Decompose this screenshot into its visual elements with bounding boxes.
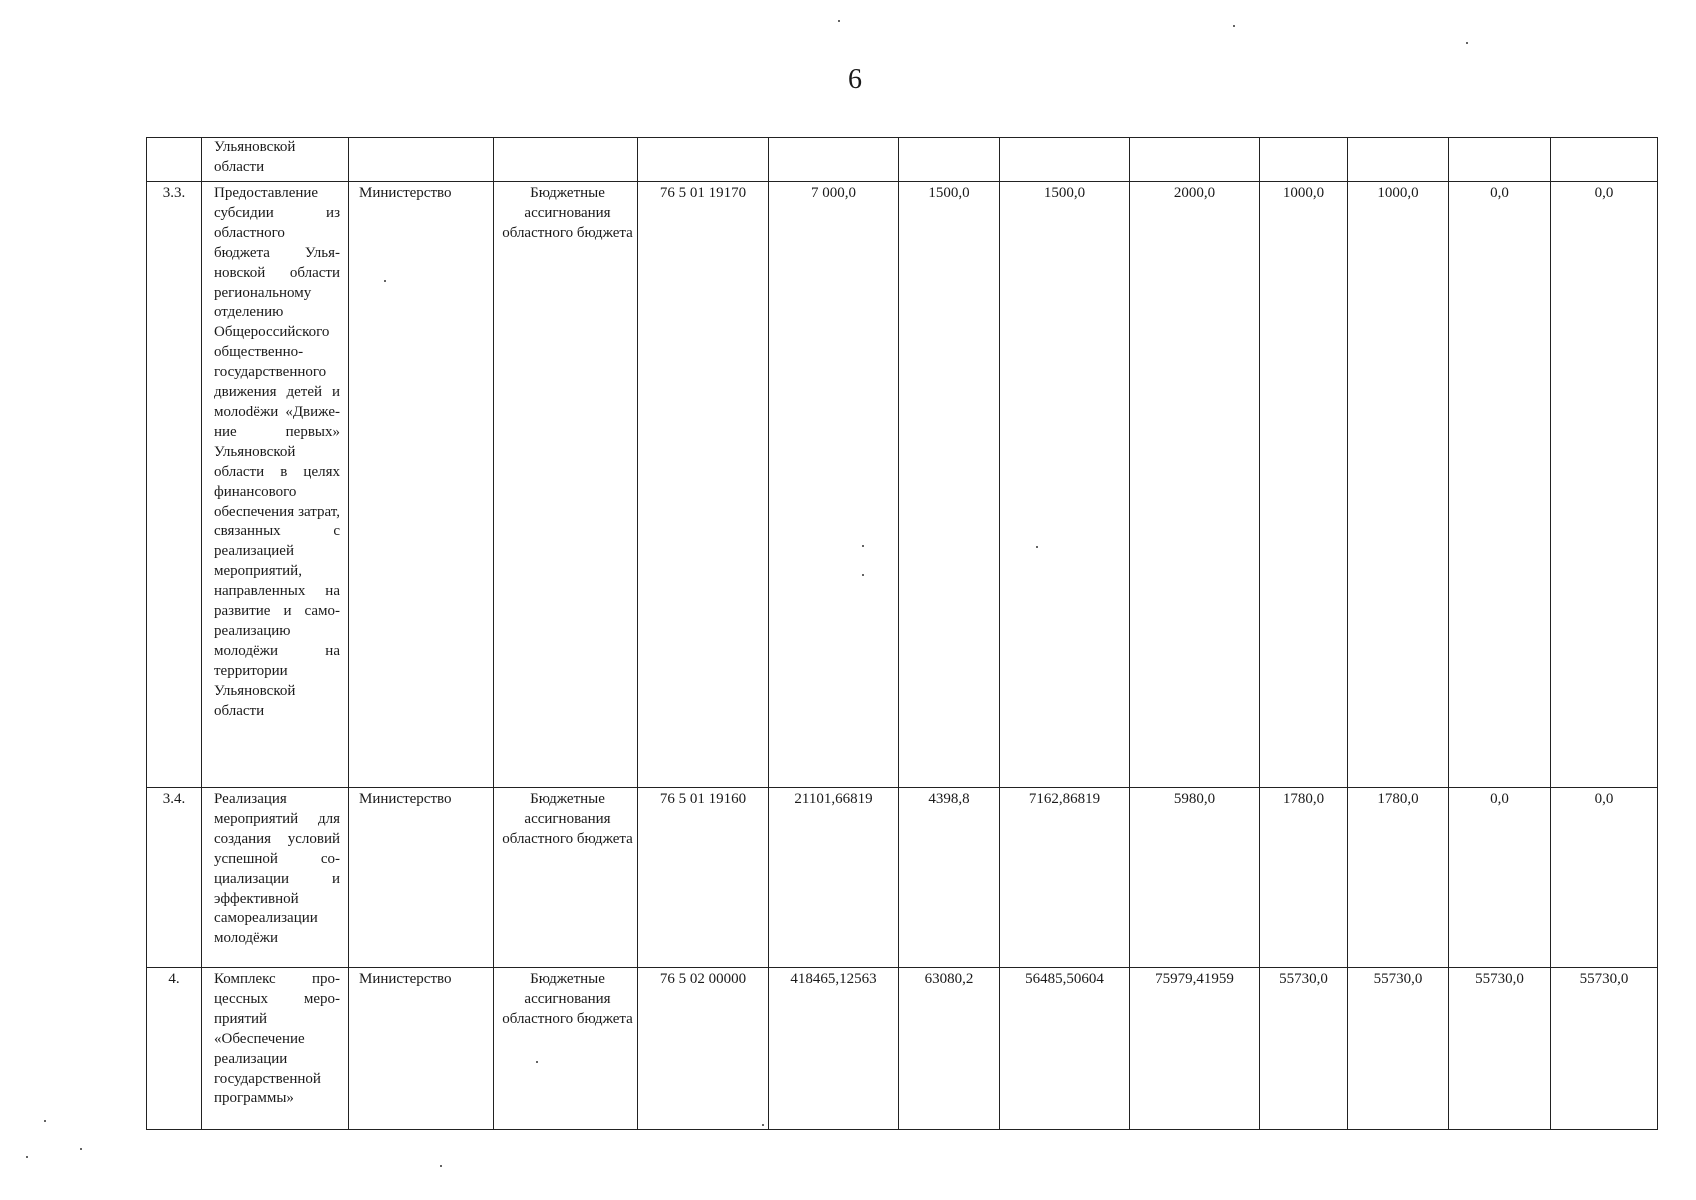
value-year-1: 4398,8 xyxy=(899,788,1000,968)
value-year-3: 5980,0 xyxy=(1130,788,1260,968)
value-year-6 xyxy=(1449,138,1551,182)
scan-speck xyxy=(80,1148,82,1150)
scan-speck xyxy=(384,280,386,282)
row-number: 3.3. xyxy=(147,182,202,788)
value-total: 7 000,0 xyxy=(769,182,899,788)
budget-table xyxy=(146,137,1658,1130)
funding-source: Бюджетные ассигнования областного бюджета xyxy=(494,182,638,788)
measure-name: Комплекс процессных мероприятий «Обеспечение реализации государственной программы» xyxy=(202,968,349,1130)
table-row xyxy=(147,182,1658,788)
value-year-5 xyxy=(1348,138,1449,182)
budget-code: 76 5 02 00000 xyxy=(638,968,769,1130)
table-row xyxy=(147,968,1658,1130)
value-year-6: 0,0 xyxy=(1449,182,1551,788)
scan-speck xyxy=(536,1061,538,1063)
scan-speck xyxy=(862,574,864,576)
value-year-7: 0,0 xyxy=(1551,788,1658,968)
value-year-7 xyxy=(1551,138,1658,182)
value-total: 21101,66819 xyxy=(769,788,899,968)
scan-speck xyxy=(1036,546,1038,548)
table-row xyxy=(147,138,1658,182)
value-year-3 xyxy=(1130,138,1260,182)
value-year-2: 1500,0 xyxy=(1000,182,1130,788)
value-year-2 xyxy=(1000,138,1130,182)
funding-source: Бюджетные ассигнования областного бюджета xyxy=(494,788,638,968)
measure-name: Реализация мероприятий для создания условий успешной социализации и эффективной самореализации молодёжи xyxy=(202,788,349,968)
value-total xyxy=(769,138,899,182)
measure-name: Ульяновской области xyxy=(202,138,349,182)
executor: Министерство xyxy=(349,968,494,1130)
scan-speck xyxy=(440,1165,442,1167)
value-year-4 xyxy=(1260,138,1348,182)
value-year-4: 1780,0 xyxy=(1260,788,1348,968)
value-year-4: 55730,0 xyxy=(1260,968,1348,1130)
value-year-5: 1780,0 xyxy=(1348,788,1449,968)
value-year-6: 0,0 xyxy=(1449,788,1551,968)
value-year-7: 0,0 xyxy=(1551,182,1658,788)
executor: Министерство xyxy=(349,788,494,968)
budget-code: 76 5 01 19170 xyxy=(638,182,769,788)
scan-speck xyxy=(762,1124,764,1126)
budget-code xyxy=(638,138,769,182)
value-year-6: 55730,0 xyxy=(1449,968,1551,1130)
value-year-4: 1000,0 xyxy=(1260,182,1348,788)
value-total: 418465,12563 xyxy=(769,968,899,1130)
value-year-1 xyxy=(899,138,1000,182)
row-number: 3.4. xyxy=(147,788,202,968)
value-year-1: 1500,0 xyxy=(899,182,1000,788)
value-year-2: 56485,50604 xyxy=(1000,968,1130,1130)
value-year-7: 55730,0 xyxy=(1551,968,1658,1130)
value-year-5: 55730,0 xyxy=(1348,968,1449,1130)
table-row xyxy=(147,788,1658,968)
row-number xyxy=(147,138,202,182)
scan-speck xyxy=(1466,42,1468,44)
value-year-3: 2000,0 xyxy=(1130,182,1260,788)
measure-name: Предоставление субсидии из областного бюджета Ульяновской области региональному отделению Общероссийского общественно-государственного движения детей и молоdёжи «Движение первых» Ульяновской области в целях финансового обеспечения затрат, связанных с реализацией мероприятий, направленных на развитие и самореализацию молодёжи на территории Ульяновской области xyxy=(202,182,349,788)
scan-speck xyxy=(26,1156,28,1158)
funding-source xyxy=(494,138,638,182)
value-year-2: 7162,86819 xyxy=(1000,788,1130,968)
value-year-5: 1000,0 xyxy=(1348,182,1449,788)
executor: Министерство xyxy=(349,182,494,788)
scan-speck xyxy=(862,545,864,547)
budget-code: 76 5 01 19160 xyxy=(638,788,769,968)
page-number: 6 xyxy=(848,64,862,95)
scan-speck xyxy=(44,1120,46,1122)
scan-speck xyxy=(838,20,840,22)
value-year-1: 63080,2 xyxy=(899,968,1000,1130)
funding-source: Бюджетные ассигнования областного бюджета xyxy=(494,968,638,1130)
executor xyxy=(349,138,494,182)
scan-speck xyxy=(1233,25,1235,27)
row-number: 4. xyxy=(147,968,202,1130)
value-year-3: 75979,41959 xyxy=(1130,968,1260,1130)
